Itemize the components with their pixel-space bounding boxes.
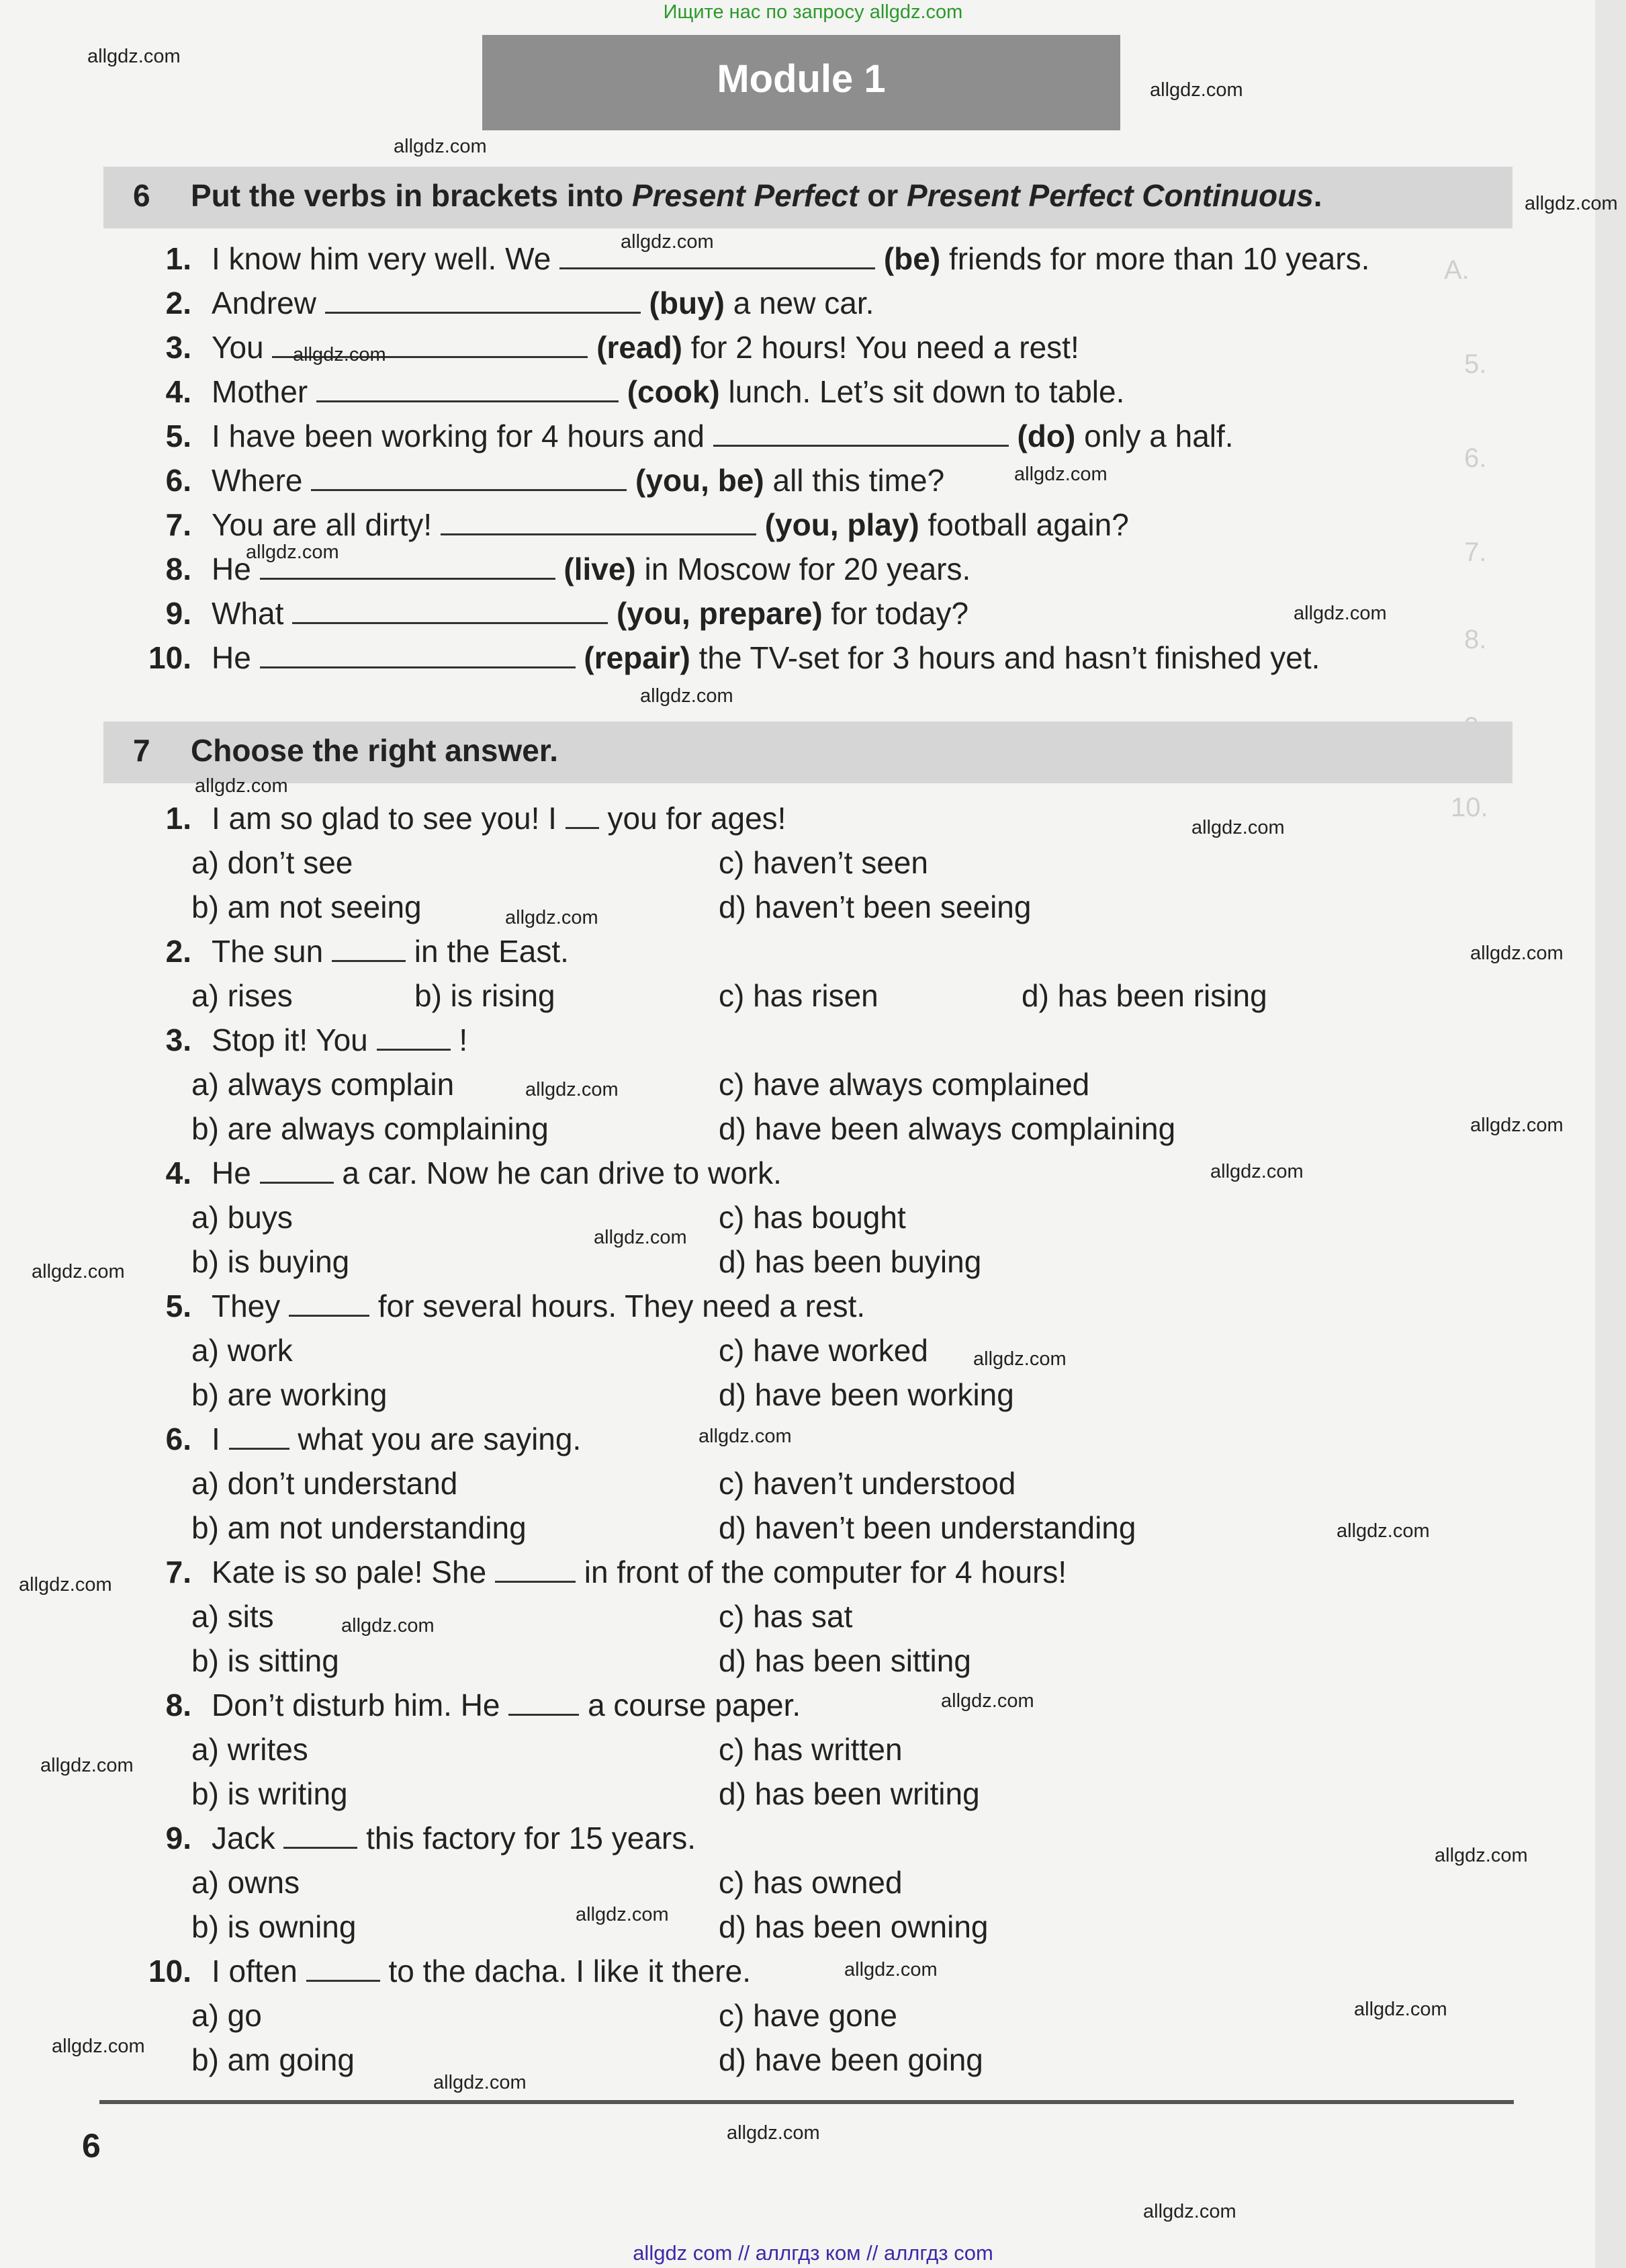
option-b[interactable]: b) are working (191, 1377, 388, 1412)
answer-blank[interactable] (495, 1554, 576, 1583)
question-text-after: in the East. (414, 934, 569, 969)
item-text-after: football again? (928, 507, 1129, 542)
verb-hint: (read) (596, 330, 682, 365)
option-b[interactable]: b) are always complaining (191, 1111, 549, 1146)
option-a[interactable]: a) buys (191, 1200, 293, 1235)
option-d[interactable]: d) has been sitting (719, 1643, 971, 1678)
verb-hint: (be) (883, 241, 941, 276)
top-banner[interactable]: Ищите нас по запросу allgdz.com (663, 1, 963, 23)
exercise-7-question (131, 932, 569, 970)
exercise-7-question (131, 1686, 801, 1724)
question-number: 8. (165, 1688, 191, 1722)
option-c[interactable]: c) have always complained (719, 1067, 1090, 1102)
exercise-7-question (131, 1287, 865, 1325)
option-d[interactable]: d) has been owning (719, 1909, 989, 1944)
verb-hint: (you, be) (635, 463, 764, 498)
answer-blank[interactable] (229, 1421, 289, 1450)
option-c[interactable]: c) have worked (719, 1333, 928, 1368)
question-number: 9. (165, 1821, 191, 1856)
item-text-after: a new car. (733, 286, 874, 320)
option-b[interactable]: b) am not seeing (191, 889, 422, 924)
watermark-text: allgdz.com (727, 2122, 820, 2144)
question-number: 4. (165, 1155, 191, 1190)
question-text-before: Don’t disturb him. He (212, 1688, 500, 1722)
watermark-text: allgdz.com (293, 344, 386, 365)
item-number: 8. (165, 552, 191, 586)
watermark-text: allgdz.com (1210, 1161, 1304, 1182)
option-c[interactable]: c) have gone (719, 1998, 897, 2033)
watermark-text: allgdz.com (52, 2036, 145, 2057)
show-through-text: 8. (1464, 625, 1487, 654)
option-b[interactable]: b) is sitting (191, 1643, 339, 1678)
item-number: 7. (165, 507, 191, 542)
watermark-text: allgdz.com (844, 1959, 938, 1980)
show-through-text: A. (1444, 255, 1470, 285)
watermark-text: allgdz.com (640, 685, 733, 707)
option-d[interactable]: d) haven’t been understanding (719, 1510, 1136, 1545)
option-b[interactable]: b) is buying (191, 1244, 350, 1279)
verb-hint: (do) (1017, 419, 1076, 453)
exercise-6-item (131, 284, 874, 322)
exercise-6-item (131, 595, 968, 632)
watermark-text: allgdz.com (195, 775, 288, 797)
item-number: 9. (165, 596, 191, 631)
verb-hint: (repair) (584, 640, 690, 675)
option-a[interactable]: a) always complain (191, 1067, 455, 1102)
exercise-6-item (131, 329, 1079, 366)
option-d[interactable]: d) have been going (719, 2042, 983, 2077)
answer-blank[interactable] (559, 241, 875, 269)
show-through-text: 7. (1464, 537, 1487, 567)
show-through-text: 6. (1464, 443, 1487, 473)
item-text-after: all this time? (772, 463, 945, 498)
item-text-after: only a half. (1084, 419, 1234, 453)
watermark-text: allgdz.com (594, 1227, 687, 1248)
exercise-7-question (131, 1553, 1067, 1591)
option-a[interactable]: a) rises (191, 978, 293, 1013)
option-b[interactable]: b) is owning (191, 1909, 357, 1944)
option-d[interactable]: d) have been working (719, 1377, 1014, 1412)
verb-hint: (you, prepare) (616, 596, 823, 631)
exercise-6-header (103, 167, 1512, 228)
watermark-text: allgdz.com (1525, 193, 1618, 214)
question-number: 5. (165, 1289, 191, 1323)
item-text-after: the TV-set for 3 hours and hasn’t finished yet. (698, 640, 1320, 675)
item-text-after: friends for more than 10 years. (948, 241, 1370, 276)
watermark-text: allgdz.com (1150, 79, 1243, 101)
item-number: 2. (165, 286, 191, 320)
question-number: 10. (148, 1954, 191, 1989)
question-text-after: a course paper. (588, 1688, 801, 1722)
watermark-text: allgdz.com (973, 1348, 1067, 1370)
answer-blank[interactable] (508, 1687, 579, 1716)
exercise-7-question (131, 1819, 696, 1857)
option-b[interactable]: b) am going (191, 2042, 355, 2077)
question-text-before: The sun (212, 934, 324, 969)
answer-blank[interactable] (306, 1953, 380, 1982)
watermark-text: allgdz.com (1470, 943, 1564, 964)
option-a[interactable]: a) writes (191, 1732, 308, 1767)
question-text-before: I often (212, 1954, 298, 1989)
option-c[interactable]: c) has owned (719, 1865, 903, 1900)
question-text-before: Jack (212, 1821, 275, 1856)
option-a[interactable]: a) don’t understand (191, 1466, 458, 1501)
item-text-before: He (212, 552, 251, 586)
watermark-text: allgdz.com (40, 1755, 134, 1776)
item-number: 3. (165, 330, 191, 365)
exercise-7-question (131, 799, 786, 837)
answer-blank[interactable] (441, 507, 756, 535)
exercise-7-header (103, 722, 1512, 783)
watermark-text: allgdz.com (698, 1426, 792, 1447)
watermark-text: allgdz.com (621, 231, 714, 253)
option-c[interactable]: c) haven’t seen (719, 845, 928, 880)
option-c[interactable]: c) has written (719, 1732, 903, 1767)
exercise-6-item (131, 373, 1124, 410)
question-text-before: I am so glad to see you! I (212, 801, 557, 836)
exercise-number: 7 (133, 733, 150, 768)
exercise-instruction: Put the verbs in brackets into Present Perfect or Present Perfect Continuous. (191, 178, 1322, 213)
exercise-number: 6 (133, 178, 150, 213)
item-number: 10. (148, 640, 191, 675)
question-text-before: Stop it! You (212, 1022, 368, 1057)
question-number: 1. (165, 801, 191, 836)
question-text-after: this factory for 15 years. (366, 1821, 696, 1856)
option-d[interactable]: d) have been always complaining (719, 1111, 1176, 1146)
question-text-before: I (212, 1422, 220, 1456)
exercise-6-item (131, 462, 944, 499)
option-c[interactable]: c) has bought (719, 1200, 906, 1235)
item-text-before: You (212, 330, 264, 365)
option-c[interactable]: c) has sat (719, 1599, 853, 1634)
exercise-6-item (131, 240, 1369, 277)
answer-blank[interactable] (260, 640, 576, 668)
answer-blank[interactable] (332, 933, 406, 962)
option-d[interactable]: d) haven’t been seeing (719, 889, 1032, 924)
question-text-after: you for ages! (607, 801, 786, 836)
answer-blank[interactable] (283, 1820, 357, 1849)
option-a[interactable]: a) sits (191, 1599, 274, 1634)
option-b[interactable]: b) is rising (414, 978, 555, 1013)
exercise-6-item (131, 506, 1129, 543)
option-d[interactable]: d) has been buying (719, 1244, 982, 1279)
watermark-text: allgdz.com (576, 1904, 669, 1925)
footer-rule (99, 2100, 1514, 2104)
question-text-before: He (212, 1155, 251, 1190)
watermark-text: allgdz.com (433, 2072, 527, 2093)
answer-blank[interactable] (316, 374, 619, 402)
option-d[interactable]: d) has been writing (719, 1776, 980, 1811)
exercise-6-item (131, 417, 1234, 455)
item-text-before: Where (212, 463, 303, 498)
option-c[interactable]: c) has risen (719, 978, 878, 1013)
item-number: 6. (165, 463, 191, 498)
question-text-after: in front of the computer for 4 hours! (584, 1555, 1067, 1589)
option-b[interactable]: b) am not understanding (191, 1510, 527, 1545)
question-text-after: to the dacha. I like it there. (388, 1954, 751, 1989)
item-text-before: Andrew (212, 286, 316, 320)
watermark-text: allgdz.com (19, 1574, 112, 1596)
option-a[interactable]: a) owns (191, 1865, 300, 1900)
page-number: 6 (82, 2127, 101, 2165)
verb-hint: (you, play) (764, 507, 919, 542)
question-number: 6. (165, 1422, 191, 1456)
module-title: Module 1 (717, 57, 886, 101)
item-text-before: I have been working for 4 hours and (212, 419, 705, 453)
watermark-text: allgdz.com (525, 1079, 619, 1100)
answer-blank[interactable] (377, 1022, 451, 1051)
answer-blank[interactable] (566, 800, 599, 829)
watermark-text: allgdz.com (1435, 1845, 1528, 1866)
item-text-after: lunch. Let’s sit down to table. (728, 374, 1125, 409)
answer-blank[interactable] (292, 595, 608, 624)
watermark-text: allgdz.com (1354, 1999, 1447, 2020)
answer-blank[interactable] (289, 1288, 369, 1317)
option-d[interactable]: d) has been rising (1022, 978, 1267, 1013)
item-text-before: I know him very well. We (212, 241, 551, 276)
exercise-7-question (131, 1021, 467, 1059)
question-number: 2. (165, 934, 191, 969)
module-header (482, 35, 1120, 130)
option-b[interactable]: b) is writing (191, 1776, 348, 1811)
watermark-text: allgdz.com (1143, 2201, 1236, 2222)
watermark-text: allgdz.com (505, 907, 598, 928)
item-text-before: What (212, 596, 284, 631)
option-a[interactable]: a) don’t see (191, 845, 353, 880)
item-text-after: for today? (831, 596, 969, 631)
item-text-before: He (212, 640, 251, 675)
item-number: 1. (165, 241, 191, 276)
item-number: 4. (165, 374, 191, 409)
answer-blank[interactable] (311, 462, 627, 491)
show-through-text: 10. (1451, 793, 1488, 822)
exercise-7-question (131, 1952, 751, 1990)
item-text-after: in Moscow for 20 years. (644, 552, 971, 586)
exercise-7-question (131, 1420, 581, 1458)
exercise-6-item (131, 639, 1320, 677)
answer-blank[interactable] (325, 285, 641, 314)
question-number: 7. (165, 1555, 191, 1589)
option-a[interactable]: a) go (191, 1998, 262, 2033)
question-text-before: Kate is so pale! She (212, 1555, 487, 1589)
watermark-text: allgdz.com (246, 541, 339, 563)
watermark-text: allgdz.com (1294, 603, 1387, 624)
question-text-after: ! (459, 1022, 468, 1057)
watermark-text: allgdz.com (87, 46, 181, 67)
question-text-after: a car. Now he can drive to work. (342, 1155, 782, 1190)
watermark-text: allgdz.com (341, 1615, 435, 1637)
watermark-text: allgdz.com (941, 1690, 1034, 1712)
item-text-before: You are all dirty! (212, 507, 433, 542)
watermark-text: allgdz.com (1470, 1115, 1564, 1136)
watermark-text: allgdz.com (1191, 817, 1285, 838)
show-through-text: 5. (1464, 349, 1487, 379)
verb-hint: (cook) (627, 374, 720, 409)
watermark-text: allgdz.com (1014, 464, 1108, 485)
item-text-before: Mother (212, 374, 308, 409)
option-c[interactable]: c) haven’t understood (719, 1466, 1016, 1501)
page-edge (1595, 0, 1626, 2268)
watermark-text: allgdz.com (1337, 1520, 1430, 1542)
verb-hint: (live) (563, 552, 636, 586)
item-number: 5. (165, 419, 191, 453)
answer-blank[interactable] (713, 418, 1009, 447)
answer-blank[interactable] (260, 1155, 334, 1184)
question-text-after: for several hours. They need a rest. (377, 1289, 866, 1323)
question-text-before: They (212, 1289, 281, 1323)
watermark-text: allgdz.com (32, 1261, 125, 1282)
question-number: 3. (165, 1022, 191, 1057)
item-text-after: for 2 hours! You need a rest! (690, 330, 1079, 365)
question-text-after: what you are saying. (298, 1422, 582, 1456)
exercise-7-question (131, 1154, 782, 1192)
watermark-text: allgdz.com (394, 136, 487, 157)
exercise-instruction: Choose the right answer. (191, 733, 558, 768)
verb-hint: (buy) (649, 286, 725, 320)
bottom-banner[interactable]: allgdz com // аллгдз ком // аллгдз com (633, 2241, 993, 2265)
option-a[interactable]: a) work (191, 1333, 293, 1368)
